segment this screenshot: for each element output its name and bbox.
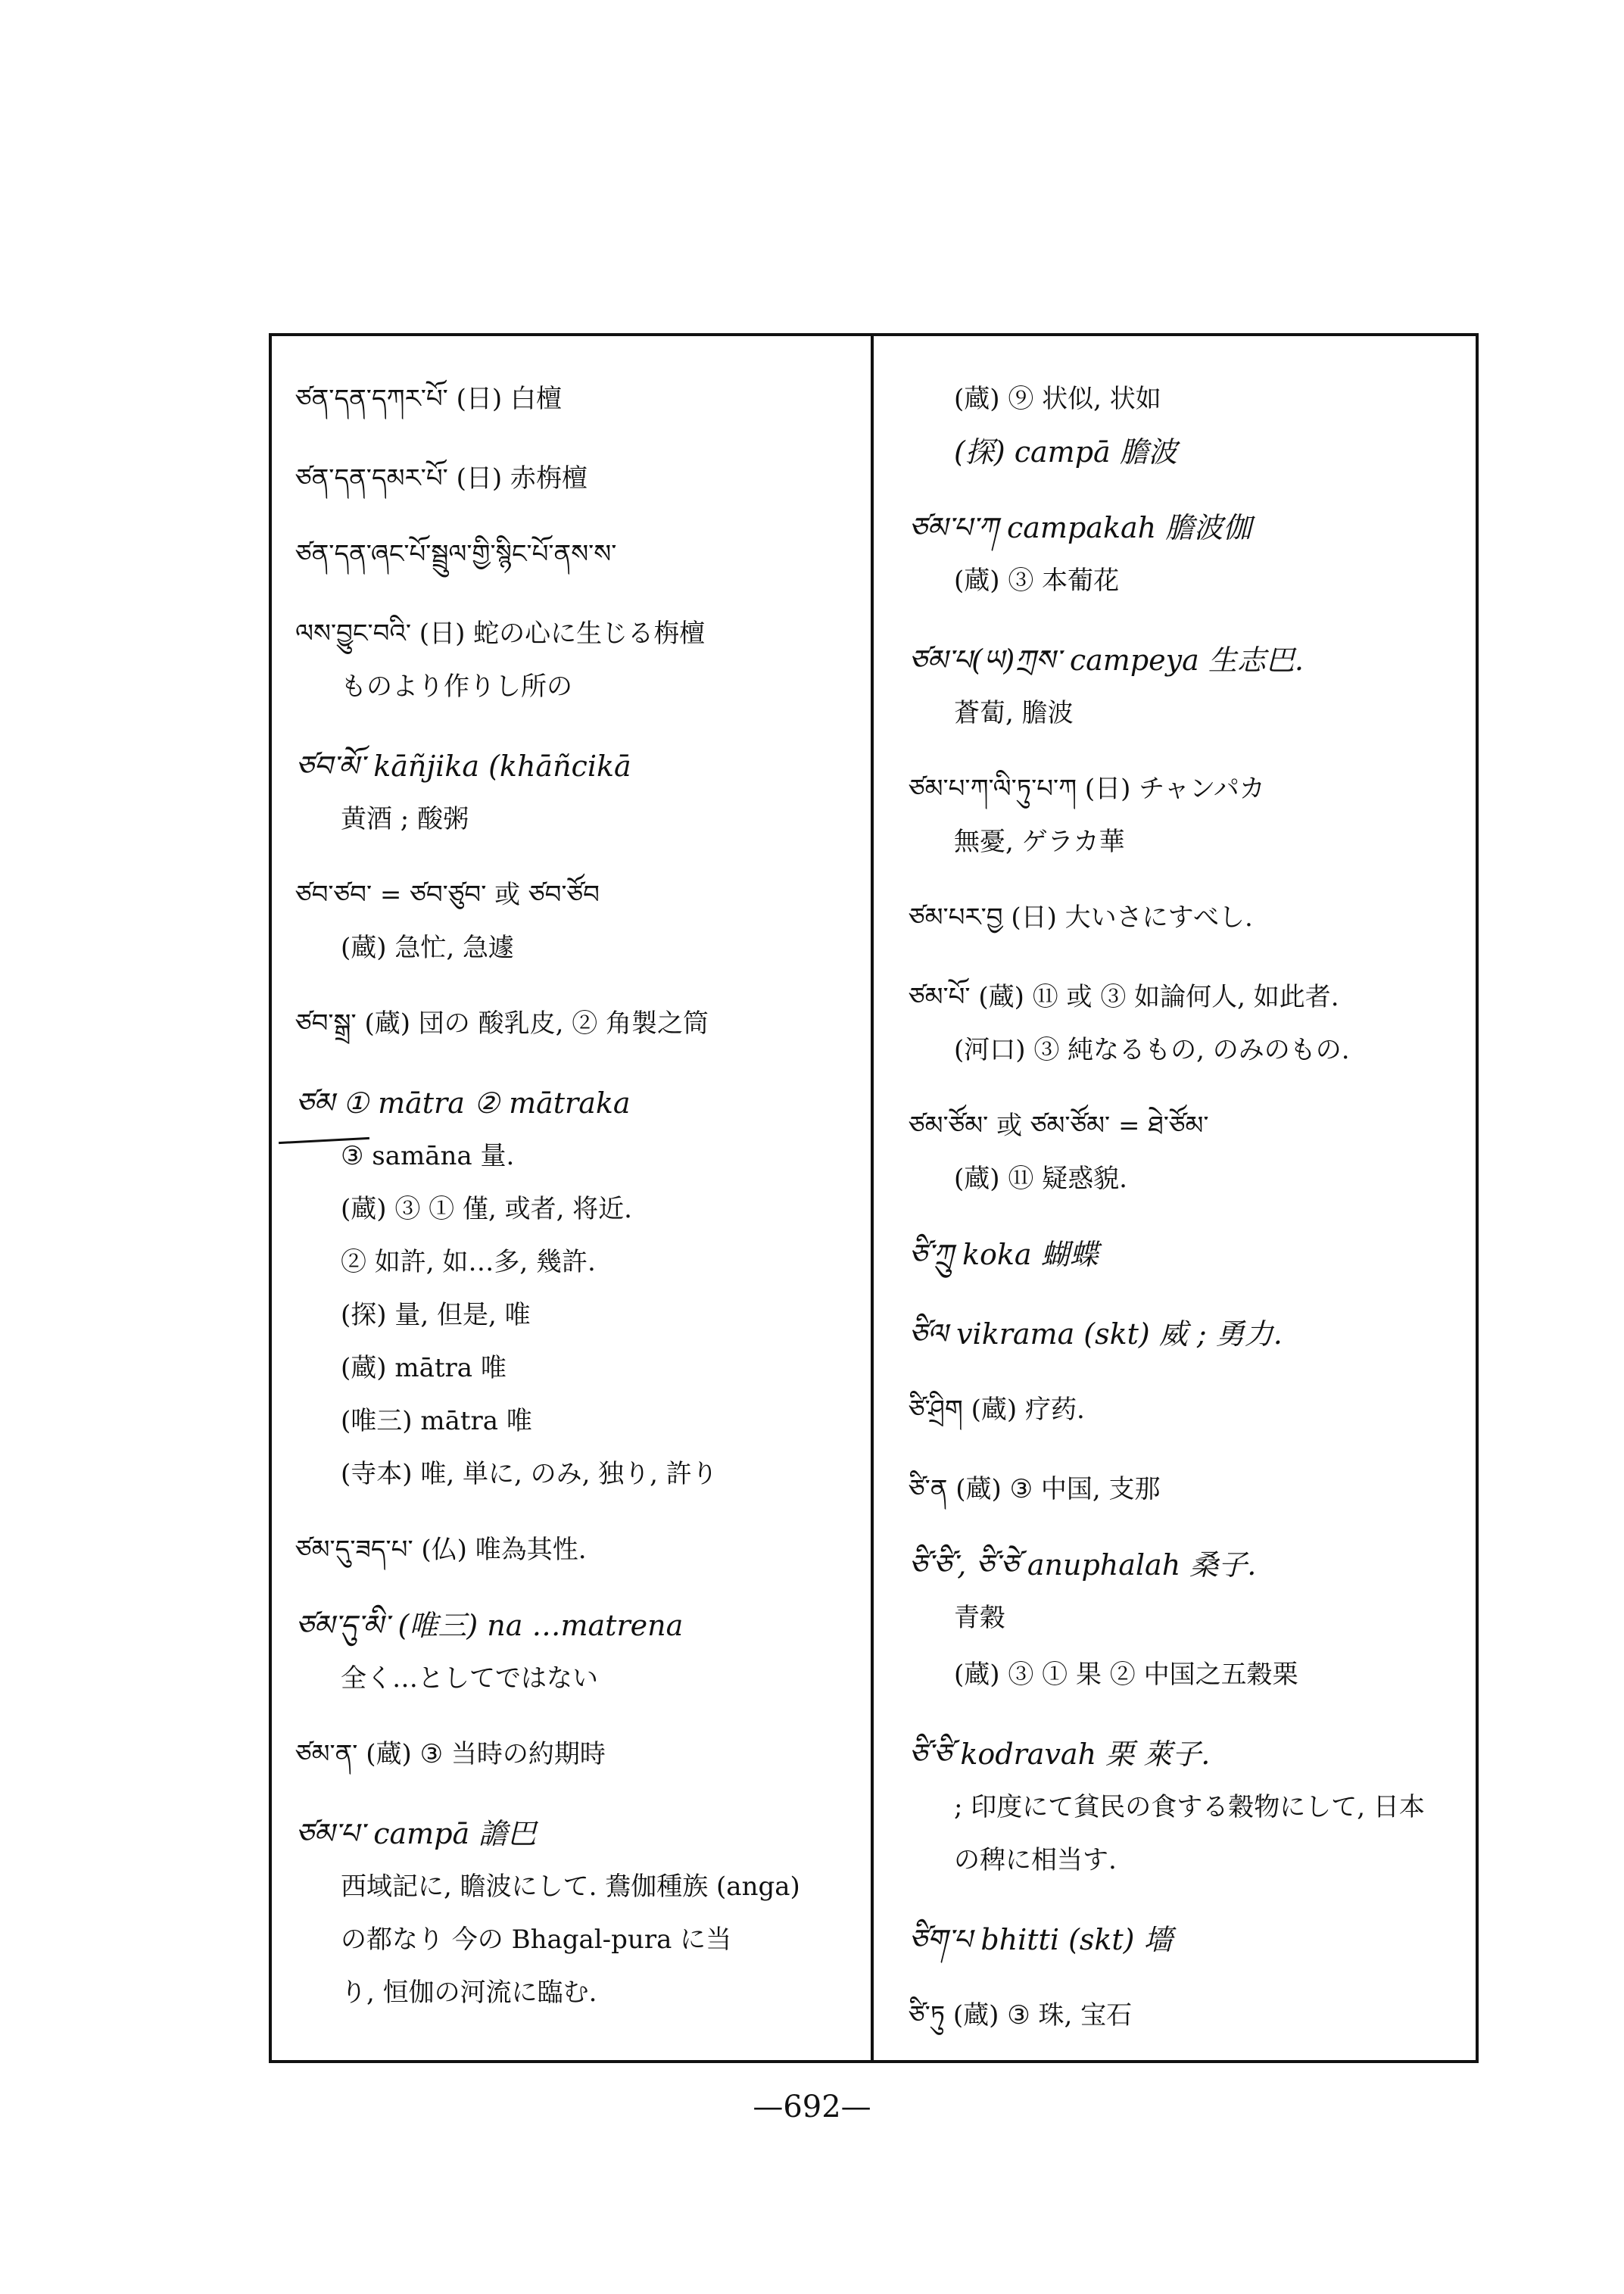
dictionary-entry-line: (探) 量, 但是, 唯	[341, 1300, 531, 1330]
dictionary-entry-line: (蔵) ③ ① 果 ② 中国之五穀栗	[954, 1660, 1298, 1690]
dictionary-entry-line: (蔵) 急忙, 急遽	[341, 933, 514, 963]
dictionary-entry-line: ཙི་ཙི་, ཙི་ཙེ anuphalah 桑子.	[909, 1548, 1257, 1582]
dictionary-entry-line: ものより作りし所の	[341, 672, 572, 702]
dictionary-entry-line: 西域記に, 瞻波にして. 鴦伽種族 (anga)	[341, 1872, 800, 1902]
dictionary-entry-line: ; 印度にて貧民の食する穀物にして, 日本	[954, 1792, 1425, 1822]
dictionary-entry-line: 無憂, ゲラカ華	[954, 827, 1125, 857]
dictionary-entry-line: ② 如許, 如…多, 幾許.	[341, 1247, 596, 1277]
dictionary-entry-line: 蒼蔔, 膽波	[954, 698, 1074, 728]
dictionary-entry-line: ཙམ་པོ་ (蔵) ⑪ 或 ③ 如論何人, 如此者.	[909, 982, 1339, 1012]
dictionary-entry-line: ཙི་ཀྲུ koka 蝴蝶	[909, 1238, 1099, 1271]
dictionary-entry-line: ཙམ་དུ་མི་ (唯三) na …matrena	[295, 1609, 684, 1642]
dictionary-entry-line: り, 恒伽の河流に臨む.	[341, 1978, 597, 2008]
page-number: —692—	[753, 2090, 871, 2124]
dictionary-entry-line: 青穀	[954, 1603, 1005, 1633]
dictionary-entry-line: ཙབ་ཙབ་ = ཙབ་ཙུབ་ 或 ཙབ་ཙོབ	[295, 880, 600, 910]
dictionary-entry-line: 黄酒 ; 酸粥	[341, 804, 469, 834]
dictionary-entry-line: (蔵) ③ 本葡花	[954, 566, 1120, 596]
dictionary-entry-line: ཙི་ཏུ (蔵) ③ 珠, 宝石	[909, 2000, 1133, 2031]
dictionary-entry-line: ཙམ་པ་ཀ་ལི་ཏུ་པ་ཀ (日) チャンパカ	[909, 774, 1265, 804]
column-divider	[871, 333, 874, 2063]
dictionary-entry-line: ལས་བྱུང་བའི་ (日) 蛇の心に生じる栴檀	[295, 619, 706, 649]
dictionary-entry-line: ཙམ་པ་ཀ campakah 膽波伽	[909, 511, 1252, 544]
dictionary-entry-line: ཙམ ① mātra ② mātraka	[295, 1086, 631, 1120]
dictionary-entry-line: ཙན་དན་དམར་པོ་ (日) 赤栴檀	[295, 463, 588, 494]
dictionary-entry-line: ཙམ་པར་བྱ (日) 大いさにすべし.	[909, 902, 1253, 933]
dictionary-entry-line: ཙན་དན་དཀར་པོ་ (日) 白檀	[295, 384, 562, 414]
dictionary-entry-line: (寺本) 唯, 単に, のみ, 独り, 許り	[341, 1459, 718, 1489]
dictionary-entry-line: ཙབ་སྒྲ་ (蔵) 団の 酸乳皮, ② 角製之筒	[295, 1008, 709, 1039]
dictionary-entry-line: ཙམ་པ(ཡ)ཀྲས་ campeya 生志巴.	[909, 644, 1304, 677]
dictionary-entry-line: (蔵) ③ ① 僅, 或者, 将近.	[341, 1194, 632, 1224]
dictionary-entry-line: 全く…としてではない	[341, 1663, 598, 1694]
dictionary-entry-line: ཙིག་པ bhitti (skt) 墻	[909, 1923, 1173, 1956]
dictionary-entry-line: (探) campā 膽波	[954, 435, 1177, 469]
dictionary-entry-line: の稗に相当す.	[954, 1845, 1117, 1875]
dictionary-entry-line: ཙམ་ན་ (蔵) ③ 当時の約期時	[295, 1739, 606, 1769]
dictionary-entry-line: ཙབ་མོ་ kāñjika (khāñcikā	[295, 750, 631, 783]
dictionary-entry-line: の都なり 今の Bhagal-pura に当	[341, 1925, 732, 1955]
dictionary-entry-line: ཙི་ན (蔵) ③ 中国, 支那	[909, 1474, 1161, 1504]
dictionary-entry-line: (蔵) ⑨ 状似, 状如	[954, 384, 1161, 414]
dictionary-entry-line: ཙི་ཙི kodravah 栗 萊子.	[909, 1738, 1211, 1771]
dictionary-entry-line: ཙི་ཤྲིག (蔵) 疗药.	[909, 1395, 1085, 1425]
dictionary-entry-line: ཙིལ vikrama (skt) 威 ; 勇力.	[909, 1317, 1283, 1351]
dictionary-entry-line: (蔵) ⑪ 疑惑貌.	[954, 1164, 1127, 1194]
dictionary-entry-line: ཙན་དན་ཞང་པོ་སྦྲུལ་གྱི་སྙིང་པོ་ནས་ས་	[295, 539, 617, 569]
dictionary-entry-line: ཙམ་པ་ campā 譫巴	[295, 1817, 537, 1850]
dictionary-entry-line: ཙམ་དུ་ཟད་པ་ (仏) 唯為其性.	[295, 1535, 587, 1565]
dictionary-entry-line: (唯三) mātra 唯	[341, 1406, 532, 1436]
dictionary-entry-line: (蔵) mātra 唯	[341, 1353, 507, 1383]
dictionary-entry-line: ཙམ་ཙོམ་ 或 ཙམ་ཙོམ་ = ཐེ་ཙོམ་	[909, 1111, 1209, 1141]
dictionary-entry-line: ③ samāna 量.	[341, 1141, 515, 1171]
dictionary-entry-line: (河口) ③ 純なるもの, のみのもの.	[954, 1035, 1350, 1065]
